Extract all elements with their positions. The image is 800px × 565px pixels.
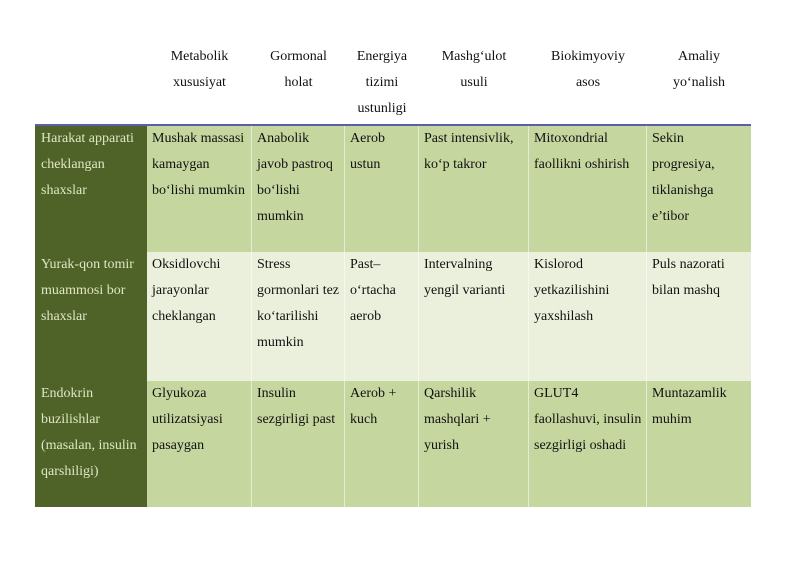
row-group-label: Yurak-qon tomir muammosi bor shaxslar — [35, 252, 147, 381]
cell-method: Past intensivlik, ko‘p takror — [419, 126, 529, 252]
table-row — [35, 381, 751, 507]
cell-biochem: Kislorod yetkazilishini yaxshilash — [529, 252, 647, 381]
header-metabolic: Metabolik xususiyat — [170, 49, 229, 90]
cell-metabolic: Mushak massasi kamaygan bo‘lishi mumkin — [147, 126, 252, 252]
cell-biochem: Mitoxondrial faollikni oshirish — [529, 126, 647, 252]
cell-practical: Sekin progresiya, tiklanishga e’tibor — [652, 131, 715, 224]
header-energy: Energiya tizimi ustunligi — [356, 49, 408, 116]
cell-metabolic: Oksidlovchi jarayonlar cheklangan — [147, 252, 252, 381]
table-row — [35, 252, 751, 381]
comparison-table — [35, 44, 751, 507]
header-method: Mashg‘ulot usuli — [441, 49, 507, 90]
cell-energy: Aerob ustun — [345, 126, 419, 252]
header-practical: Amaliy yo‘nalish — [672, 49, 726, 90]
cell-method: Intervalning yengil varianti — [419, 252, 529, 381]
cell-biochem: GLUT4 faollashuvi, insulin sezgirligi oshadi — [529, 381, 647, 507]
row-group-label: Harakat apparati cheklangan shaxslar — [35, 126, 147, 252]
cell-energy: Aerob + kuch — [345, 381, 419, 507]
header-empty — [35, 44, 147, 124]
table-row — [35, 124, 751, 252]
cell-metabolic: Glyukoza utilizatsiyasi pasaygan — [147, 381, 252, 507]
header-hormonal: Gormonal holat — [270, 49, 327, 90]
cell-practical: Puls nazorati bilan mashq — [652, 257, 725, 298]
cell-hormonal: Stress gormonlari tez ko‘tarilishi mumkin — [252, 252, 345, 381]
cell-practical: Muntazamlik muhim — [652, 386, 727, 427]
cell-energy: Past–o‘rtacha aerob — [345, 252, 419, 381]
cell-hormonal: Anabolik javob pastroq bo‘lishi mumkin — [252, 126, 345, 252]
cell-method: Qarshilik mashqlari + yurish — [419, 381, 529, 507]
table-header-row — [35, 44, 751, 124]
cell-hormonal: Insulin sezgirligi past — [252, 381, 345, 507]
row-group-label: Endokrin buzilishlar (masalan, insulin qarshiligi) — [35, 381, 147, 507]
header-biochem: Biokimyoviy asos — [551, 49, 625, 90]
